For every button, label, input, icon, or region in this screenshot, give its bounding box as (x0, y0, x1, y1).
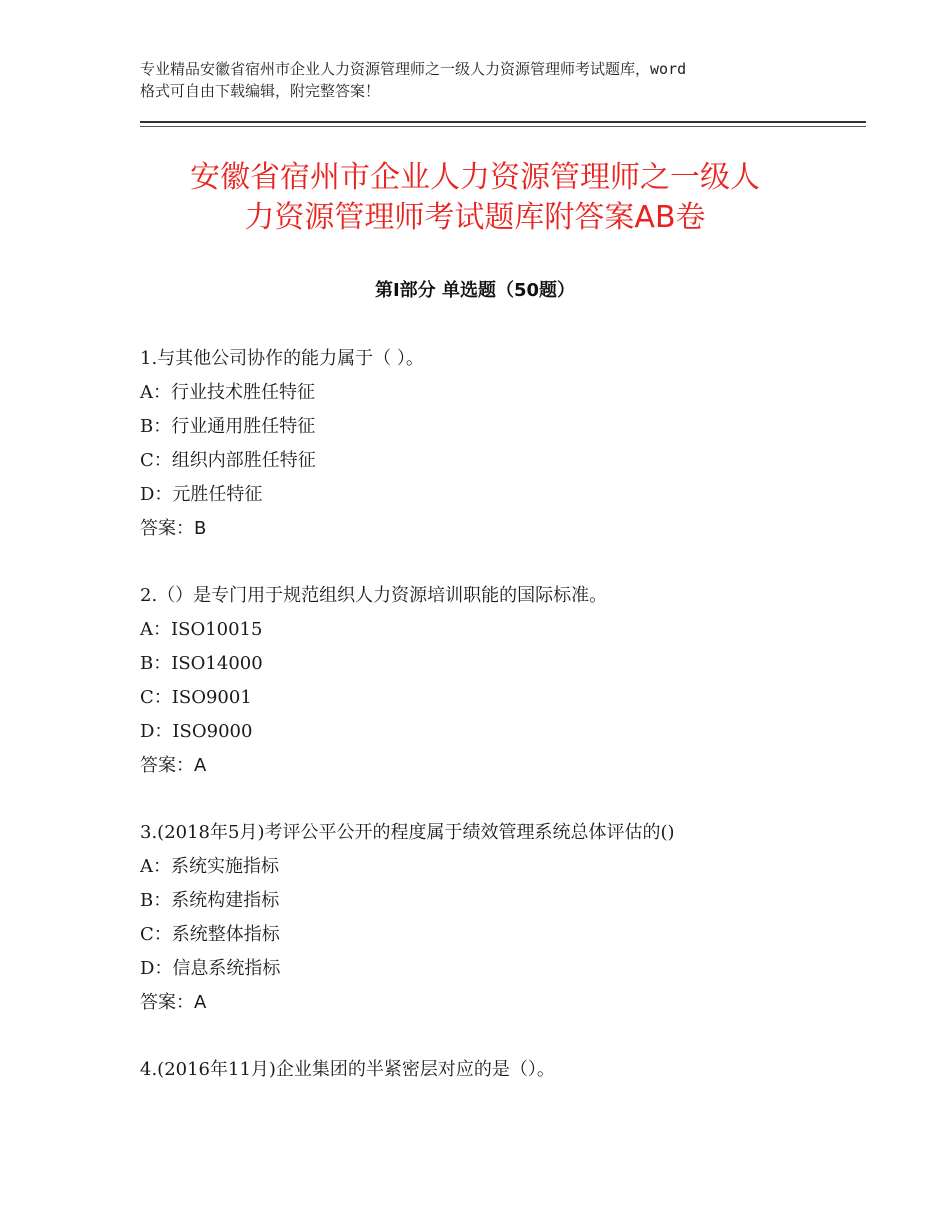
option-c: C：系统整体指标 (140, 924, 280, 945)
question-list (140, 342, 860, 1120)
option-b: B：系统构建指标 (140, 890, 280, 911)
header-note-line-1: 专业精品安徽省宿州市企业人力资源管理师之一级人力资源管理师考试题库，word (140, 60, 687, 78)
document-title-line-1: 安徽省宿州市企业人力资源管理师之一级人 (190, 160, 760, 195)
header-note (140, 58, 840, 102)
header-rule-thick (140, 121, 866, 123)
question-stem: 1.与其他公司协作的能力属于（ ）。 (140, 348, 424, 369)
option-a: A：ISO10015 (140, 619, 263, 640)
question-3 (140, 816, 860, 1020)
header-note-line-2: 格式可自由下载编辑，附完整答案！ (140, 82, 381, 100)
answer-label: 答案：A (140, 755, 207, 776)
question-stem: 2.（）是专门用于规范组织人力资源培训职能的国际标准。 (140, 585, 608, 606)
option-a: A：行业技术胜任特征 (140, 382, 315, 403)
option-d: D：元胜任特征 (140, 484, 263, 505)
answer-label: 答案：B (140, 518, 207, 539)
option-c: C：ISO9001 (140, 687, 252, 708)
question-stem: 3.(2018年5月)考评公平公开的程度属于绩效管理系统总体评估的() (140, 822, 675, 843)
question-stem: 4.(2016年11月)企业集团的半紧密层对应的是（）。 (140, 1059, 555, 1080)
answer-label: 答案：A (140, 992, 207, 1013)
option-c: C：组织内部胜任特征 (140, 450, 316, 471)
question-1 (140, 342, 860, 546)
header-rule-thin (140, 126, 866, 127)
option-d: D：ISO9000 (140, 721, 253, 742)
option-b: B：ISO14000 (140, 653, 263, 674)
option-d: D：信息系统指标 (140, 958, 281, 979)
question-2 (140, 579, 860, 783)
section-title: 第Ⅰ部分 单选题（50题） (374, 280, 575, 301)
option-b: B：行业通用胜任特征 (140, 416, 316, 437)
document-title-line-2: 力资源管理师考试题库附答案AB卷 (244, 200, 706, 235)
option-a: A：系统实施指标 (140, 856, 279, 877)
question-4 (140, 1053, 860, 1087)
document-title (110, 158, 840, 238)
